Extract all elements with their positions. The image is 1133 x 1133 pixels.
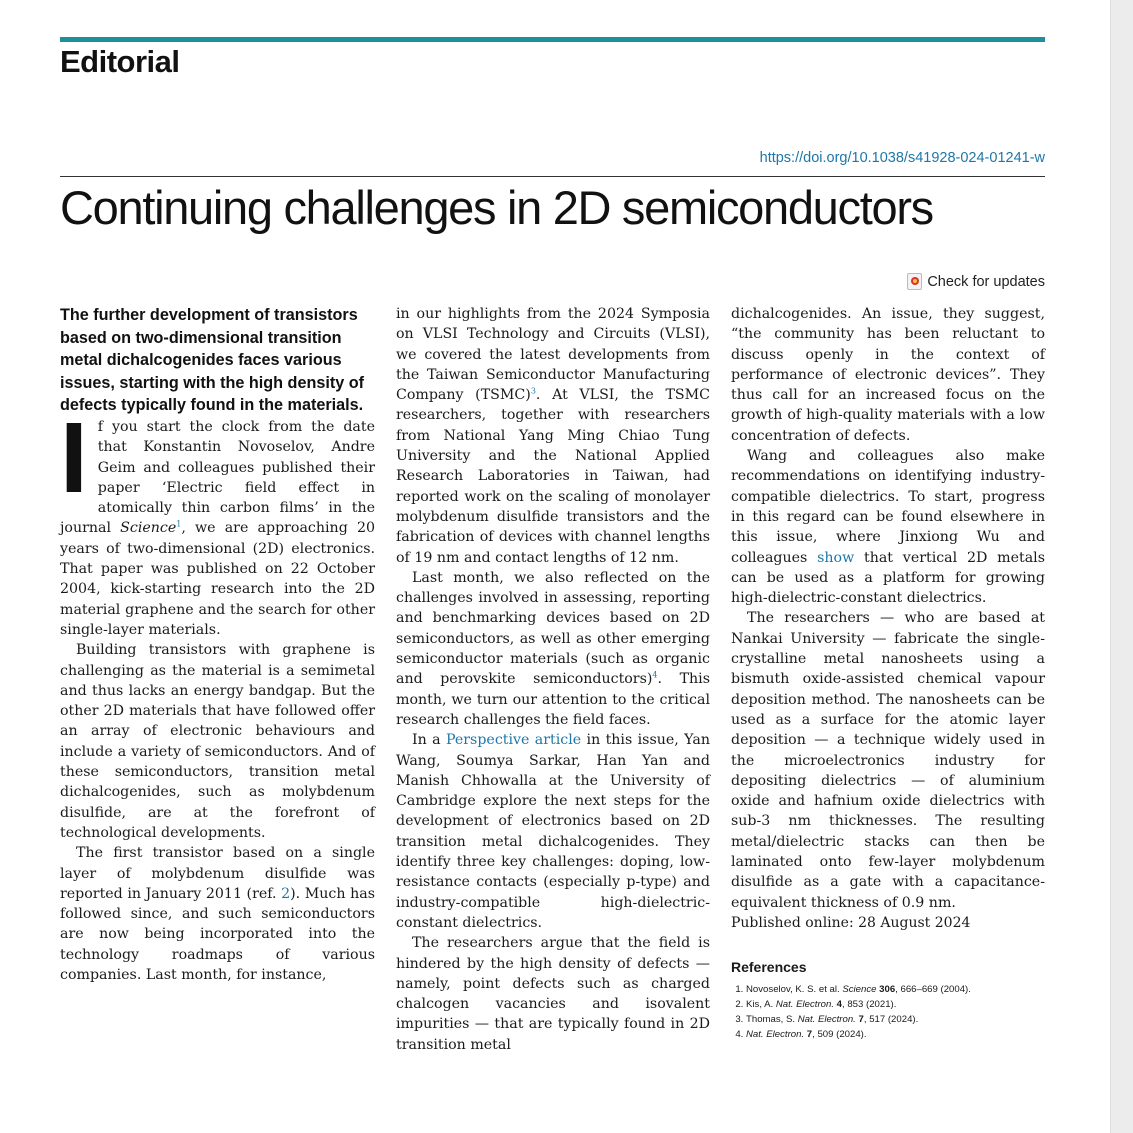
- reference-item[interactable]: 4. Nat. Electron. 7, 509 (2024).: [746, 1027, 1045, 1042]
- body-paragraph-1: If you start the clock from the date that Konstantin Novoselov, Andre Geim and colleagues published their paper ‘Electric field effect in atomically thin carbon films’ in the journal Science$^1$, we are approaching 20 years of two-dimensional (2D) electronics. That paper was published on 22 October 2004, kick-starting research into the 2D material graphene and the search for other single-layer materials.: [60, 401, 375, 638]
- reference-item[interactable]: 3. Thomas, S. Nat. Electron. 7, 517 (2024).: [746, 1012, 1045, 1027]
- body-paragraph-7: Wang and colleagues also make recommendations on identifying industry-compatible dielectrics. To start, progress in this regard can be found elsewhere in this issue, where Jinxiong Wu and colleagues show that vertical 2D metals can be used as a platform for growing high-dielectric-constant dielectrics.: [731, 448, 1045, 607]
- body-paragraph-3-continued: in our highlights from the 2024 Symposia on VLSI Technology and Circuits (VLSI), we covered the latest developments from the Taiwan Semiconductor Manufacturing Company (TSMC)$^3$. At VLSI, the TSMC researchers, together with researchers from National Yang Ming Chiao Tung University and the National Applied Research Laboratories in Taiwan, had reported work on the scaling of monolayer molybdenum disulfide transistors and the fabrication of devices with channel lengths of 19 nm and contact lengths of 12 nm.: [396, 306, 711, 566]
- section-accent-bar: [60, 37, 1045, 42]
- show-link[interactable]: show: [817, 549, 855, 566]
- body-paragraph-2: Building transistors with graphene is challenging as the material is a semimetal and thus lacks an energy bandgap. But the other 2D materials that have followed offer an array of electronic behaviours and include a variety of semiconductors. And of these semiconductors, transition metal dichalcogenides, such as molybdenum disulfide, are at the forefront of technological developments.: [60, 642, 375, 841]
- title-rule: [60, 176, 1045, 177]
- body-paragraph-5: In a Perspective article in this issue, Yan Wang, Soumya Sarkar, Han Yan and Manish Chhowalla at the University of Cambridge explore the next steps for the development of electronics based on 2D transition metal dichalcogenides. They identify three key challenges: doping, low-resistance contacts (especially p-type) and industry-compatible high-dielectric-constant dielectrics.: [396, 732, 711, 931]
- column-1: [60, 304, 375, 985]
- citation-link[interactable]: 1: [176, 519, 182, 529]
- citation-link[interactable]: 4: [652, 670, 658, 680]
- references-title: References: [731, 959, 807, 976]
- body-paragraph-6-continued: dichalcogenides. An issue, they suggest, “the community has been reluctant to discuss openly in the context of performance of electronic devices”. They thus call for an increased focus on the growth of high-quality materials with a low concentration of defects.: [731, 306, 1045, 444]
- references-list: [731, 982, 1045, 1042]
- references-section: [731, 957, 1045, 1041]
- check-for-updates-button[interactable]: [907, 273, 1045, 290]
- article-title: Continuing challenges in 2D semiconductors: [60, 181, 933, 234]
- scrollbar-track[interactable]: [1110, 0, 1133, 1133]
- doi-link[interactable]: https://doi.org/10.1038/s41928-024-01241-w: [759, 150, 1045, 166]
- reference-item[interactable]: 2. Kis, A. Nat. Electron. 4, 853 (2021).: [746, 997, 1045, 1012]
- citation-link[interactable]: 3: [530, 386, 536, 396]
- body-paragraph-8: The researchers — who are based at Nankai University — fabricate the single-crystalline metal nanosheets using a bismuth oxide-assisted chemical vapour deposition method. The nanosheets can be used as a surface for the atomic layer deposition — a technique widely used in the microelectronics industry for depositing dielectrics — of aluminium oxide and hafnium oxide dielectrics with sub-3 nm thicknesses. The resulting metal/dielectric stacks can then be laminated onto few-layer molybdenum disulfide as a gate with a capacitance-equivalent thickness of 0.9 nm.: [731, 610, 1045, 911]
- body-paragraph-6: The researchers argue that the field is hindered by the high density of defects — namely, point defects such as charged chalcogen vacancies and isovalent impurities — that are typically found in 2D transition metal: [396, 935, 710, 1053]
- crossmark-icon: [907, 273, 922, 290]
- citation-link[interactable]: 2: [281, 885, 291, 902]
- reference-item[interactable]: 1. Novoselov, K. S. et al. Science 306, 666–669 (2004).: [746, 982, 1045, 997]
- column-2: [396, 304, 710, 1055]
- column-3: [731, 304, 1045, 1042]
- body-paragraph-4: Last month, we also reflected on the challenges involved in assessing, reporting and benchmarking devices based on 2D semiconductors, as well as other emerging semiconductor materials (such as organic and perovskite semiconductors)$^4$. This month, we turn our attention to the critical research challenges the field faces.: [396, 569, 710, 728]
- drop-cap: I: [60, 401, 88, 514]
- perspective-article-link[interactable]: Perspective article: [445, 732, 582, 749]
- check-for-updates-label: Check for updates: [927, 273, 1045, 290]
- section-label: Editorial: [60, 44, 180, 79]
- body-paragraph-3: The first transistor based on a single layer of molybdenum disulfide was reported in January 2011 (ref. 2). Much has followed since, and such semiconductors are now being incorporated into the technology roadmaps of various companies. Last month, for instance,: [60, 845, 375, 983]
- published-date: Published online: 28 August 2024: [731, 914, 971, 931]
- standfirst: The further development of transistors based on two-dimensional transition metal dichalcogenides faces various issues, starting with the high density of defects typically found in the materials.: [60, 306, 364, 415]
